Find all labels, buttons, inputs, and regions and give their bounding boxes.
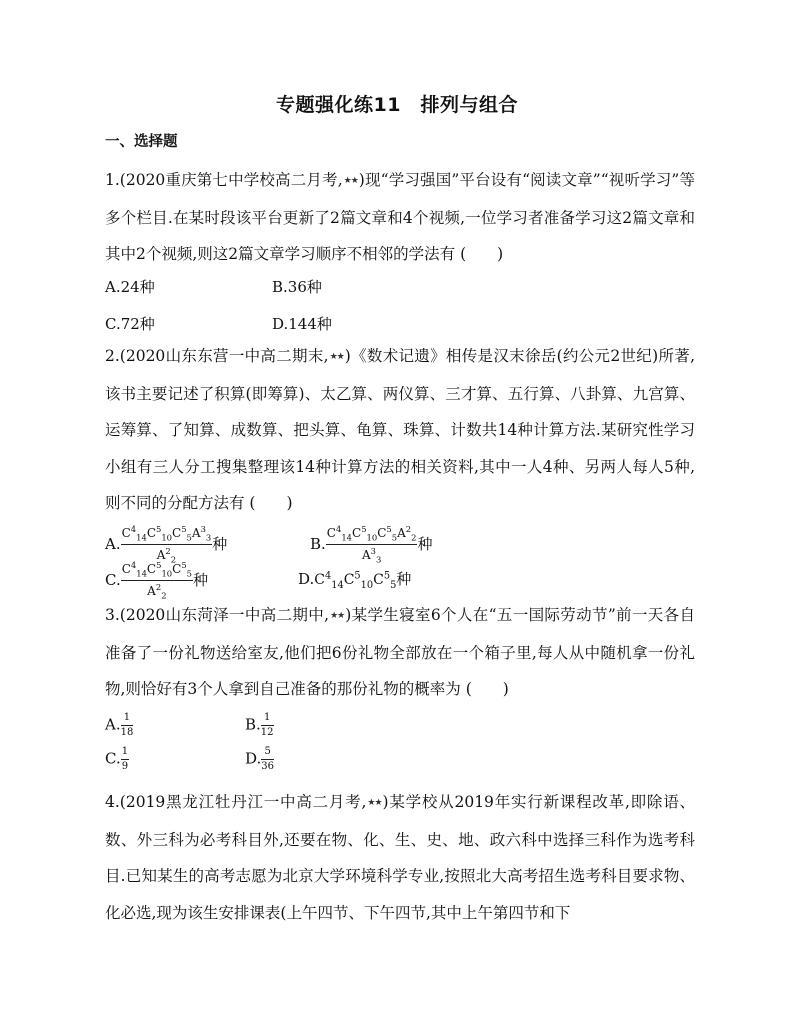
question-stem: )现“学习强国”平台设有“阅读文章”“视听学习”等多个栏目.在某时段该平台更新了2篇文章和4个视频,一位学习者准备学习这2篇文章和其中2个视频,则这2篇文章学习顺序不相邻的学法有 ( ) xyxy=(105,171,696,263)
question-number: 3. xyxy=(105,606,120,624)
fraction: $\frac{1}{9}$ xyxy=(121,746,129,772)
unit-label: 种 xyxy=(212,534,228,553)
difficulty-star-icon: ★★ xyxy=(330,611,345,621)
question-1 xyxy=(105,162,695,273)
option-b xyxy=(245,712,274,739)
difficulty-star-icon: ★★ xyxy=(329,352,344,362)
option-c xyxy=(105,746,129,773)
question-2 xyxy=(105,338,695,522)
question-stem: )《数术记遗》相传是汉末徐岳(约公元2世纪)所著,该书主要记述了积算(即筹算)、太乙算、两仪算、三才算、五行算、八卦算、九宫算、运筹算、了知算、成数算、把头算、龟算、珠算、计数共14种计算方法.某研究性学习小组有三人分工搜集整理该14种计算方法的相关资料,其中一人4种、另两人每人5种,则不同的分配方法有 ( ) xyxy=(105,347,696,512)
difficulty-star-icon: ★★ xyxy=(343,176,358,186)
option-d: D.144种 xyxy=(272,315,332,333)
question-stem: )某学校从2019年实行新课程改革,即除语、数、外三科为必考科目外,还要在物、化、生、史、地、政六科中选择三科作为选考科目.已知某生的高考志愿为北京大学环境科学专业,按照北大高考招生选考科目要求物、化必选,现为该生安排课表(上午四节、下午四节,其中上午第四节和下 xyxy=(105,793,695,922)
question-source: (2019黑龙江牡丹江一中高二月考, xyxy=(119,793,367,811)
option-letter: A. xyxy=(105,534,121,553)
option-letter: B. xyxy=(310,534,326,553)
option-letter: C. xyxy=(105,749,121,768)
question-4 xyxy=(105,784,695,931)
option-d xyxy=(298,568,411,591)
formula-fraction: $\frac{C^4_{14}C^5_{10}C^5_5A^2_2}{A^3_3}$ xyxy=(326,524,417,565)
option-letter: D. xyxy=(245,749,262,768)
option-c: C.72种 xyxy=(105,315,155,333)
option-a xyxy=(105,712,133,739)
formula: $C^4_{14}C^5_{10}C^5_5$ xyxy=(314,570,397,591)
unit-label: 种 xyxy=(396,570,412,588)
question-number: 2. xyxy=(105,347,120,365)
fraction: $\frac{5}{36}$ xyxy=(261,746,274,772)
question-number: 4. xyxy=(105,793,120,811)
difficulty-star-icon: ★★ xyxy=(367,798,382,808)
question-source: (2020山东东营一中高二期末, xyxy=(119,347,329,365)
page-title: 专题强化练11 排列与组合 xyxy=(276,94,518,116)
question-number: 1. xyxy=(105,171,120,189)
option-letter: A. xyxy=(105,715,121,734)
option-letter: B. xyxy=(245,715,261,734)
option-d xyxy=(245,746,274,773)
unit-label: 种 xyxy=(417,534,433,553)
question-source: (2020重庆第七中学校高二月考, xyxy=(119,171,343,189)
section-heading: 一、选择题 xyxy=(105,134,178,150)
formula-fraction: $\frac{C^4_{14}C^5_{10}C^5_5A^3_3}{A^2_2}$ xyxy=(121,524,212,565)
option-letter: D. xyxy=(298,570,315,588)
formula-fraction: $\frac{C^4_{14}C^5_{10}C^5_5}{A^2_2}$ xyxy=(121,560,192,601)
option-b xyxy=(310,524,432,566)
question-stem: )某学生寝室6个人在“五一国际劳动节”前一天各自准备了一份礼物送给室友,他们把6份礼物全部放在一个箱子里,每人从中随机拿一份礼物,则恰好有3个人拿到自己准备的那份礼物的概率为 ( ) xyxy=(105,606,695,698)
option-b: B.36种 xyxy=(272,278,322,296)
option-a: A.24种 xyxy=(105,278,155,296)
fraction: $\frac{1}{12}$ xyxy=(260,712,274,738)
fraction: $\frac{1}{18}$ xyxy=(120,712,134,738)
unit-label: 种 xyxy=(193,570,209,589)
question-source: (2020山东菏泽一中高二期中, xyxy=(119,606,330,624)
option-c xyxy=(105,560,208,602)
option-letter: C. xyxy=(105,570,121,589)
question-3 xyxy=(105,597,695,708)
